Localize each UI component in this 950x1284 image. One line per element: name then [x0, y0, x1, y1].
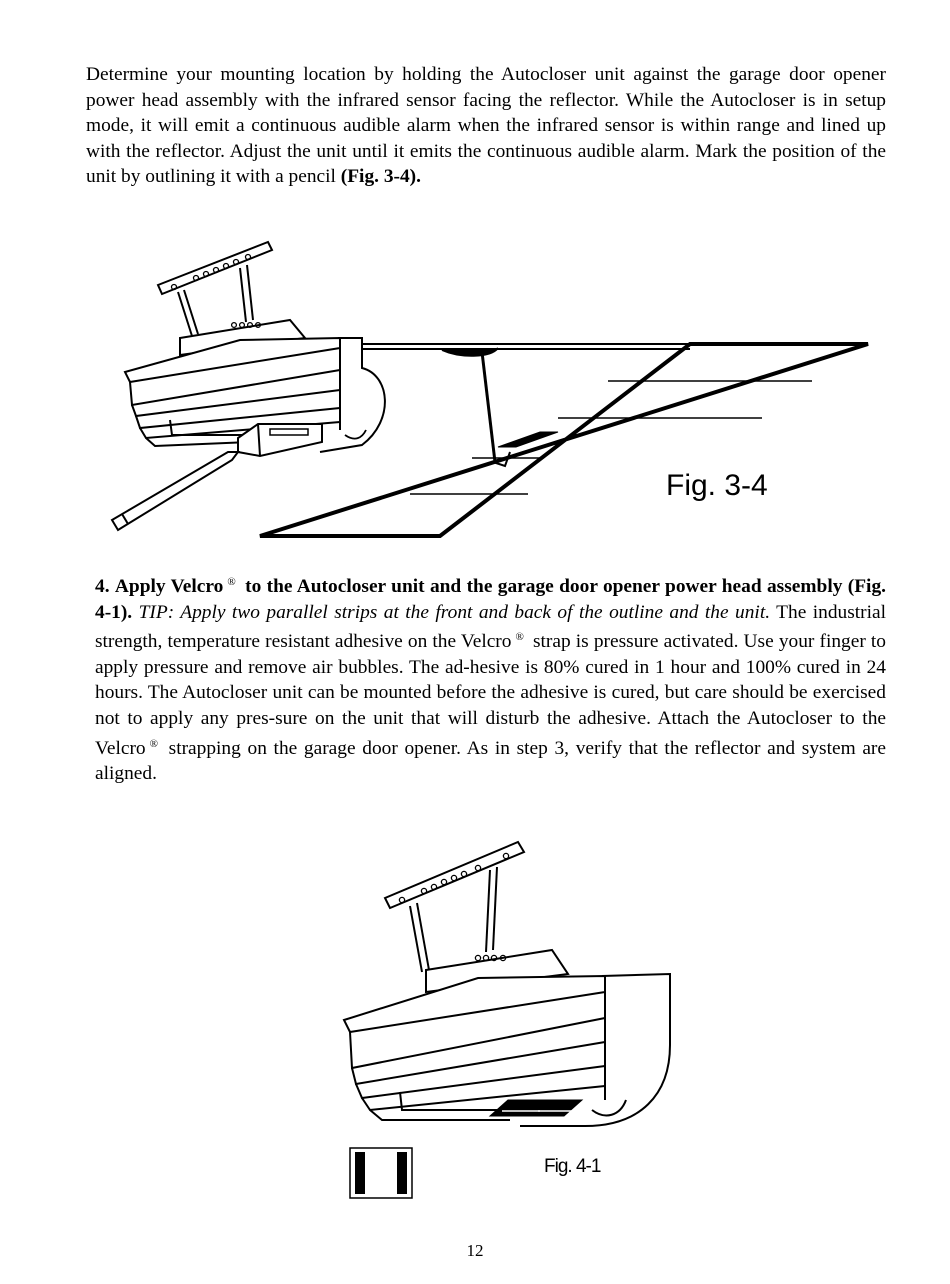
- figure-reference: (Fig. 3-4).: [340, 166, 421, 188]
- registered-mark: ®: [149, 737, 158, 750]
- figure-3-4: [100, 230, 890, 550]
- opener-power-head: [344, 950, 670, 1126]
- paragraph-text: Determine your mounting location by holding the Autocloser unit against the garage door opener power head assembly with the infrared sensor facing the reflector. While the Autocloser is in setup mode, it will emit a continuous audible alarm when the infrared sensor is within range and lined up with the reflector. Adjust the unit until it emits the continuous audible alarm. Mark the position of the unit by outlining it with a pencil: [86, 64, 886, 188]
- body-text-continued: strap is pressure activated. Use your finger to apply pressure and remove air bubbles. The ad-hesive is 80% cured in 1 hour and 100% cured in 24 hours. The Autocloser unit can be mounted before the adhesive is cured, but care should be exercised not to apply any pres-sure on the unit that will disturb the adhesive. Attach the Autocloser to the Velcro: [95, 631, 886, 759]
- step-heading-continued: to the Autocloser unit and the garage door opener power head assembly (Fig. 4-1).: [95, 576, 886, 623]
- registered-mark: ®: [515, 631, 524, 644]
- figure-4-1: [330, 830, 690, 1210]
- figure-3-4-label: Fig. 3-4: [666, 469, 768, 502]
- page-number: 12: [466, 1241, 484, 1260]
- ceiling-bracket: [158, 242, 272, 336]
- paragraph-mounting-location: [86, 62, 886, 190]
- step-4-paragraph: [95, 570, 886, 787]
- ceiling-bracket: [385, 842, 524, 972]
- step-number: 4.: [95, 576, 110, 597]
- step-heading: Apply Velcro: [114, 576, 224, 597]
- figure-4-1-label: Fig. 4-1: [544, 1156, 601, 1177]
- body-text-end: strapping on the garage door opener. As in step 3, verify that the reflector and system are aligned.: [95, 737, 886, 785]
- registered-mark: ®: [227, 576, 236, 588]
- autocloser-unit: [238, 424, 322, 456]
- body-text: The industrial strength, temperature resistant adhesive on the Velcro: [95, 601, 886, 653]
- tip-text: TIP: Apply two parallel strips at the front and back of the outline and the unit.: [138, 601, 771, 623]
- pencil: [112, 452, 238, 530]
- door-rail: [362, 344, 868, 466]
- garage-door: [260, 344, 868, 536]
- velcro-strip-icon: [350, 1148, 412, 1198]
